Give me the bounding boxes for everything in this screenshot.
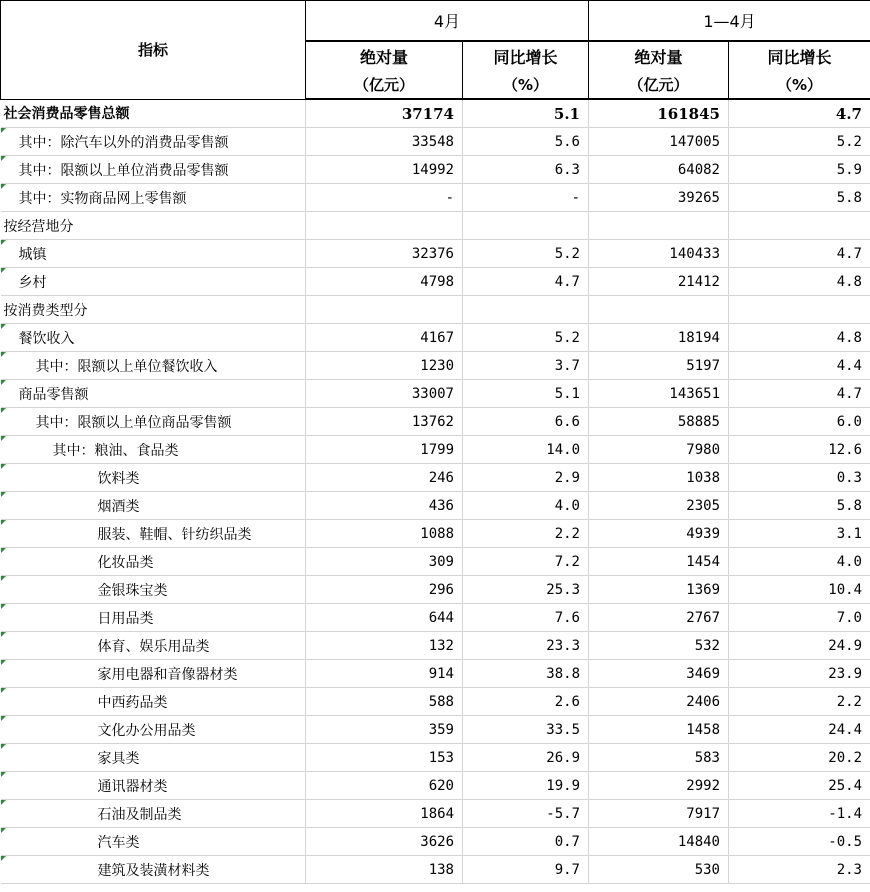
april-growth-cell[interactable]: 5.1 (463, 99, 589, 128)
april-growth-cell[interactable]: 2.6 (463, 688, 589, 716)
ytd-absolute-cell[interactable]: 532 (589, 632, 729, 660)
april-growth-cell[interactable]: 14.0 (463, 436, 589, 464)
april-absolute-cell[interactable]: 4167 (306, 324, 463, 352)
ytd-growth-cell[interactable]: 4.8 (729, 324, 870, 352)
ytd-growth-cell[interactable]: -1.4 (729, 800, 870, 828)
april-growth-cell[interactable]: - (463, 184, 589, 212)
cell-marker-icon (1, 856, 6, 861)
ytd-growth-cell[interactable]: 4.7 (729, 380, 870, 408)
april-absolute-cell[interactable]: 309 (306, 548, 463, 576)
april-absolute-cell[interactable]: - (306, 184, 463, 212)
april-growth-cell[interactable]: 2.9 (463, 464, 589, 492)
april-absolute-cell[interactable]: 620 (306, 772, 463, 800)
cell-marker-icon (1, 576, 6, 581)
ytd-growth-cell[interactable] (729, 212, 870, 240)
row-label[interactable] (1, 548, 306, 576)
row-label-text: 体育、娱乐用品类 (97, 638, 210, 655)
april-growth-cell[interactable]: 38.8 (463, 660, 589, 688)
cell-marker-icon (1, 772, 6, 777)
row-label-text: 商品零售额 (18, 386, 89, 403)
row-label[interactable] (1, 604, 306, 632)
row-label-text: 其中：除汽车以外的消费品零售额 (18, 134, 229, 151)
ytd-absolute-cell[interactable]: 2992 (589, 772, 729, 800)
april-absolute-cell[interactable]: 13762 (306, 408, 463, 436)
cell-marker-icon (1, 632, 6, 637)
row-label-text: 社会消费品零售总额 (3, 106, 130, 123)
april-growth-cell[interactable]: 5.1 (463, 380, 589, 408)
april-absolute-cell[interactable]: 644 (306, 604, 463, 632)
row-label-text: 按经营地分 (3, 218, 74, 235)
cell-marker-icon (1, 240, 6, 245)
row-label[interactable] (1, 436, 306, 464)
cell-marker-icon (1, 800, 6, 805)
row-label[interactable] (1, 800, 306, 828)
table-row (1, 296, 870, 324)
ytd-absolute-cell[interactable]: 2406 (589, 688, 729, 716)
row-label[interactable] (1, 464, 306, 492)
ytd-growth-cell[interactable]: 12.6 (729, 436, 870, 464)
ytd-growth-cell[interactable]: 2.2 (729, 688, 870, 716)
cell-marker-icon (1, 660, 6, 665)
row-label[interactable] (1, 576, 306, 604)
row-label[interactable] (1, 296, 306, 324)
april-absolute-cell[interactable] (306, 212, 463, 240)
cell-marker-icon (1, 128, 6, 133)
april-absolute-cell[interactable]: 33548 (306, 128, 463, 156)
row-label-text: 城镇 (18, 246, 47, 263)
april-growth-cell[interactable]: 26.9 (463, 744, 589, 772)
april-absolute-cell[interactable]: 1088 (306, 520, 463, 548)
jan-apr-header: 1—4月 (589, 1, 870, 42)
table-row (1, 464, 870, 492)
ytd-absolute-cell[interactable]: 7917 (589, 800, 729, 828)
april-absolute-cell[interactable]: 588 (306, 688, 463, 716)
april-growth-header: 同比增长 (463, 41, 589, 70)
row-label-text: 化妆品类 (97, 554, 154, 571)
ytd-absolute-cell[interactable]: 1458 (589, 716, 729, 744)
april-growth-cell[interactable]: 2.2 (463, 520, 589, 548)
ytd-absolute-cell[interactable]: 5197 (589, 352, 729, 380)
table-row (1, 632, 870, 660)
row-label[interactable] (1, 408, 306, 436)
ytd-absolute-cell[interactable]: 64082 (589, 156, 729, 184)
table-row (1, 240, 870, 268)
ytd-growth-cell[interactable]: 4.7 (729, 99, 870, 128)
april-absolute-cell[interactable]: 138 (306, 856, 463, 884)
ytd-growth-cell[interactable]: 5.9 (729, 156, 870, 184)
april-growth-cell[interactable]: 5.2 (463, 240, 589, 268)
row-label[interactable] (1, 856, 306, 884)
row-label[interactable] (1, 828, 306, 856)
april-growth-cell[interactable]: 0.7 (463, 828, 589, 856)
ytd-absolute-cell[interactable]: 1369 (589, 576, 729, 604)
april-absolute-cell[interactable]: 14992 (306, 156, 463, 184)
april-absolute-cell[interactable]: 32376 (306, 240, 463, 268)
ytd-growth-cell[interactable] (729, 296, 870, 324)
april-absolute-cell[interactable]: 1799 (306, 436, 463, 464)
row-label-text: 汽车类 (97, 834, 140, 851)
cell-marker-icon (1, 156, 6, 161)
april-absolute-cell[interactable] (306, 296, 463, 324)
ytd-growth-cell[interactable]: 4.7 (729, 240, 870, 268)
april-growth-cell[interactable]: 3.7 (463, 352, 589, 380)
april-growth-cell[interactable] (463, 212, 589, 240)
ytd-absolute-cell[interactable]: 143651 (589, 380, 729, 408)
ytd-growth-cell[interactable]: 23.9 (729, 660, 870, 688)
april-absolute-cell[interactable]: 436 (306, 492, 463, 520)
table-row (1, 492, 870, 520)
row-label-text: 其中：限额以上单位商品零售额 (35, 414, 232, 431)
april-absolute-header: 绝对量 (306, 41, 463, 70)
cell-marker-icon (1, 324, 6, 329)
row-label-text: 服装、鞋帽、针纺织品类 (97, 526, 252, 543)
ytd-absolute-cell[interactable]: 2767 (589, 604, 729, 632)
cell-marker-icon (1, 744, 6, 749)
april-growth-cell[interactable]: 9.7 (463, 856, 589, 884)
ytd-growth-cell[interactable]: 3.1 (729, 520, 870, 548)
row-label[interactable] (1, 380, 306, 408)
april-growth-cell[interactable]: 25.3 (463, 576, 589, 604)
table-row (1, 604, 870, 632)
april-absolute-cell[interactable]: 3626 (306, 828, 463, 856)
ytd-absolute-cell[interactable]: 7980 (589, 436, 729, 464)
row-label[interactable] (1, 492, 306, 520)
row-label-text: 家用电器和音像器材类 (97, 666, 238, 683)
april-absolute-cell[interactable]: 132 (306, 632, 463, 660)
table-row (1, 99, 870, 128)
row-label-text: 餐饮收入 (18, 330, 75, 347)
ytd-absolute-cell[interactable]: 1038 (589, 464, 729, 492)
row-label-text: 中西药品类 (97, 694, 168, 711)
row-label[interactable] (1, 632, 306, 660)
april-absolute-cell[interactable]: 359 (306, 716, 463, 744)
table-row (1, 688, 870, 716)
row-label[interactable] (1, 240, 306, 268)
april-growth-cell[interactable]: 6.3 (463, 156, 589, 184)
april-growth-cell[interactable]: 7.2 (463, 548, 589, 576)
row-label-text: 其中：实物商品网上零售额 (18, 190, 187, 207)
cell-marker-icon (1, 520, 6, 525)
table-row (1, 856, 870, 884)
april-growth-cell[interactable] (463, 296, 589, 324)
ytd-growth-cell[interactable]: 20.2 (729, 744, 870, 772)
row-label[interactable] (1, 324, 306, 352)
april-header: 4月 (306, 1, 589, 42)
cell-marker-icon (1, 604, 6, 609)
april-absolute-cell[interactable]: 153 (306, 744, 463, 772)
table-row (1, 520, 870, 548)
row-label-text: 建筑及装潢材料类 (97, 862, 210, 879)
table-row (1, 800, 870, 828)
table-row (1, 408, 870, 436)
april-growth-cell[interactable]: 23.3 (463, 632, 589, 660)
row-label[interactable] (1, 156, 306, 184)
ytd-growth-cell[interactable]: 4.0 (729, 548, 870, 576)
cell-marker-icon (1, 184, 6, 189)
april-absolute-cell[interactable]: 37174 (306, 99, 463, 128)
ytd-growth-cell[interactable]: 2.3 (729, 856, 870, 884)
april-absolute-cell[interactable]: 1230 (306, 352, 463, 380)
ytd-growth-cell[interactable]: 5.2 (729, 128, 870, 156)
row-label[interactable] (1, 716, 306, 744)
row-label[interactable] (1, 520, 306, 548)
ytd-growth-cell[interactable]: 4.8 (729, 268, 870, 296)
april-growth-cell[interactable]: 5.2 (463, 324, 589, 352)
table-row (1, 324, 870, 352)
ytd-growth-cell[interactable]: -0.5 (729, 828, 870, 856)
row-label[interactable] (1, 352, 306, 380)
april-absolute-cell[interactable]: 914 (306, 660, 463, 688)
ytd-growth-cell[interactable]: 24.9 (729, 632, 870, 660)
april-absolute-cell[interactable]: 296 (306, 576, 463, 604)
ytd-absolute-cell[interactable]: 1454 (589, 548, 729, 576)
row-label[interactable] (1, 660, 306, 688)
april-absolute-cell[interactable]: 246 (306, 464, 463, 492)
ytd-growth-cell[interactable]: 10.4 (729, 576, 870, 604)
ytd-absolute-cell[interactable]: 2305 (589, 492, 729, 520)
april-growth-cell[interactable]: -5.7 (463, 800, 589, 828)
ytd-absolute-cell[interactable]: 530 (589, 856, 729, 884)
ytd-growth-cell[interactable]: 25.4 (729, 772, 870, 800)
ytd-absolute-cell[interactable]: 58885 (589, 408, 729, 436)
row-label[interactable] (1, 99, 306, 128)
row-label[interactable] (1, 744, 306, 772)
april-absolute-cell[interactable]: 33007 (306, 380, 463, 408)
ytd-absolute-unit: （亿元） (589, 70, 729, 99)
row-label-text: 其中：限额以上单位消费品零售额 (18, 162, 229, 179)
table-row (1, 156, 870, 184)
ytd-growth-cell[interactable]: 4.4 (729, 352, 870, 380)
ytd-absolute-cell[interactable]: 140433 (589, 240, 729, 268)
table-row (1, 548, 870, 576)
april-growth-cell[interactable]: 4.7 (463, 268, 589, 296)
april-absolute-cell[interactable]: 4798 (306, 268, 463, 296)
ytd-growth-unit: （%） (729, 70, 870, 99)
april-growth-cell[interactable]: 33.5 (463, 716, 589, 744)
row-label-text: 家具类 (97, 750, 140, 767)
ytd-absolute-cell[interactable]: 4939 (589, 520, 729, 548)
table-row (1, 128, 870, 156)
ytd-growth-header: 同比增长 (729, 41, 870, 70)
ytd-growth-cell[interactable]: 5.8 (729, 184, 870, 212)
table-row (1, 184, 870, 212)
ytd-absolute-header: 绝对量 (589, 41, 729, 70)
ytd-absolute-cell[interactable]: 14840 (589, 828, 729, 856)
ytd-absolute-cell[interactable] (589, 296, 729, 324)
cell-marker-icon (1, 688, 6, 693)
ytd-growth-cell[interactable]: 5.8 (729, 492, 870, 520)
ytd-growth-cell[interactable]: 7.0 (729, 604, 870, 632)
ytd-absolute-cell[interactable]: 147005 (589, 128, 729, 156)
april-growth-cell[interactable]: 5.6 (463, 128, 589, 156)
ytd-absolute-cell[interactable]: 3469 (589, 660, 729, 688)
cell-marker-icon (1, 352, 6, 357)
ytd-absolute-cell[interactable]: 583 (589, 744, 729, 772)
ytd-growth-cell[interactable]: 24.4 (729, 716, 870, 744)
indicator-header: 指标 (1, 1, 306, 100)
ytd-absolute-cell[interactable]: 18194 (589, 324, 729, 352)
table-row (1, 828, 870, 856)
april-absolute-cell[interactable]: 1864 (306, 800, 463, 828)
table-row (1, 744, 870, 772)
table-row (1, 660, 870, 688)
cell-marker-icon (1, 408, 6, 413)
row-label[interactable] (1, 128, 306, 156)
ytd-absolute-cell[interactable]: 21412 (589, 268, 729, 296)
row-label-text: 按消费类型分 (3, 302, 88, 319)
ytd-absolute-cell[interactable]: 161845 (589, 99, 729, 128)
table-row (1, 436, 870, 464)
row-label[interactable] (1, 212, 306, 240)
row-label-text: 通讯器材类 (97, 778, 168, 795)
row-label-text: 文化办公用品类 (97, 722, 196, 739)
row-label-text: 日用品类 (97, 610, 154, 627)
april-growth-cell[interactable]: 4.0 (463, 492, 589, 520)
row-label-text: 乡村 (18, 274, 47, 291)
cell-marker-icon (1, 828, 6, 833)
row-label-text: 石油及制品类 (97, 806, 182, 823)
april-growth-cell[interactable]: 6.6 (463, 408, 589, 436)
cell-marker-icon (1, 436, 6, 441)
ytd-growth-cell[interactable]: 0.3 (729, 464, 870, 492)
table-row (1, 212, 870, 240)
table-row (1, 380, 870, 408)
cell-marker-icon (1, 492, 6, 497)
table-row (1, 352, 870, 380)
table-row (1, 716, 870, 744)
cell-marker-icon (1, 548, 6, 553)
april-absolute-unit: （亿元） (306, 70, 463, 99)
table-row (1, 576, 870, 604)
cell-marker-icon (1, 380, 6, 385)
table-body (1, 99, 870, 884)
table-row (1, 772, 870, 800)
april-growth-cell[interactable]: 19.9 (463, 772, 589, 800)
row-label-text: 金银珠宝类 (97, 582, 168, 599)
table-header (1, 1, 870, 100)
april-growth-unit: （%） (463, 70, 589, 99)
row-label[interactable] (1, 184, 306, 212)
ytd-absolute-cell[interactable] (589, 212, 729, 240)
row-label[interactable] (1, 688, 306, 716)
cell-marker-icon (1, 716, 6, 721)
row-label-text: 饮料类 (97, 470, 140, 487)
row-label-text: 烟酒类 (97, 498, 140, 515)
row-label-text: 其中：限额以上单位餐饮收入 (35, 358, 218, 375)
table-row (1, 268, 870, 296)
april-growth-cell[interactable]: 7.6 (463, 604, 589, 632)
ytd-absolute-cell[interactable]: 39265 (589, 184, 729, 212)
cell-marker-icon (1, 464, 6, 469)
cell-marker-icon (1, 268, 6, 273)
row-label-text: 其中：粮油、食品类 (52, 442, 179, 459)
ytd-growth-cell[interactable]: 6.0 (729, 408, 870, 436)
row-label[interactable] (1, 268, 306, 296)
row-label[interactable] (1, 772, 306, 800)
